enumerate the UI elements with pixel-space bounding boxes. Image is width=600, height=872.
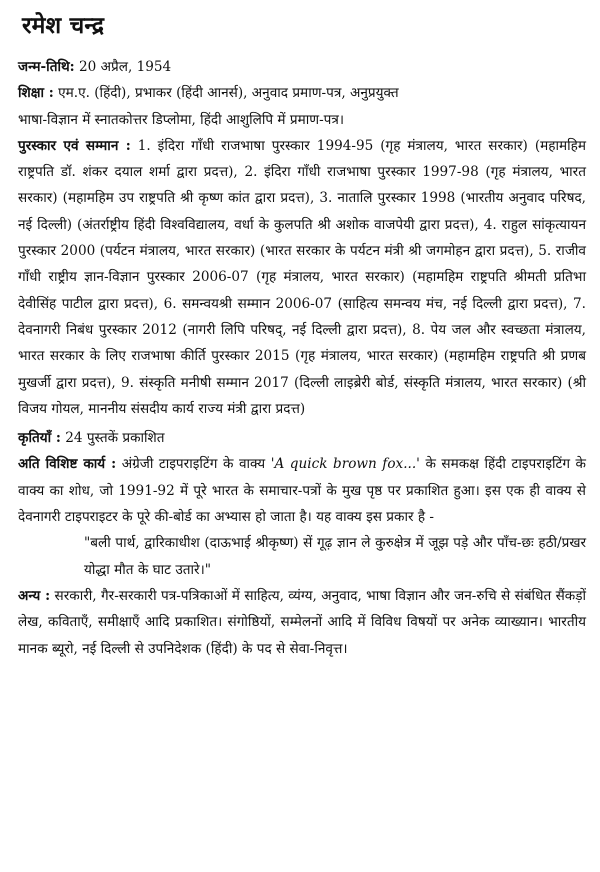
special-work-quote: "बली पार्थ, द्वारिकाधीश (दाऊभाई श्रीकृष्ण) सें गूढ़ ज्ञान ले कुरुक्षेत्र में जूझ पड़े और पाँच-छः हठी/प्रखर योद्धा मौत के घाट उतारे।"	[84, 535, 586, 578]
education-section	[18, 80, 430, 133]
other-section	[18, 583, 586, 662]
special-work-text-after: के समकक्ष हिंदी टाइपराइटिंग के वाक्य का शोध, जो 1991-92 में पूरे भारत के समाचार-पत्रों के मुख पृष्ठ पर प्रकाशित हुआ। इस एक ही वाक्य से देवनागरी टाइपराइटर के पूरे की-बोर्ड का अभ्यास हो जाता है। यह वाक्य इस प्रकार है -	[18, 456, 586, 526]
author-name: रमेश चन्द्र	[22, 13, 105, 39]
special-work-italic-phrase: 'A quick brown fox...'	[270, 456, 420, 473]
works-value: 24 पुस्तकें प्रकाशित	[60, 430, 165, 447]
special-work-label: अति विशिष्ट कार्य :	[18, 456, 117, 473]
awards-section	[18, 133, 586, 422]
special-work-section	[18, 451, 586, 530]
other-label: अन्य :	[18, 587, 51, 604]
awards-label: पुरस्कार एवं सम्मान :	[18, 137, 131, 154]
dob-label: जन्म-तिथि:	[18, 59, 75, 75]
special-work-text-before: अंग्रेजी टाइपराइटिंग के वाक्य	[116, 456, 271, 473]
dob-value: 20 अप्रैल, 1954	[74, 59, 172, 75]
education-value: एम.ए. (हिंदी), प्रभाकर (हिंदी आनर्स), अनुवाद प्रमाण-पत्र, अनुप्रयुक्त भाषा-विज्ञान में स्नातकोत्तर डिप्लोमा, हिंदी आशुलिपि में प्रमाण-पत्र।	[18, 85, 399, 128]
awards-value: 1. इंदिरा गाँधी राजभाषा पुरस्कार 1994-95 (गृह मंत्रालय, भारत सरकार) (महामहिम राष्ट्रपति डॉ. शंकर दयाल शर्मा द्वारा प्रदत्त), 2. इंदिरा गाँधी राजभाषा पुरस्कार 1997-98 (गृह मंत्रालय, भारत सरकार) (महामहिम उप राष्ट्रपति श्री कृष्ण कांत द्वारा प्रदत्त), 3. नातालि पुरस्कार 1998 (भारतीय अनुवाद परिषद, नई दिल्ली) (अंतर्राष्ट्रीय हिंदी विश्वविद्यालय, वर्धा के कुलपति श्री अशोक वाजपेयी द्वारा प्रदत्त), 4. राहुल सांकृत्यायन पुरस्कार 2000 (पर्यटन मंत्रालय, भारत सरकार) (भारत सरकार के पर्यटन मंत्री श्री जगमोहन द्वारा प्रदत्त), 5. राजीव गाँधी राष्ट्रीय ज्ञान-विज्ञान पुरस्कार 2006-07 (गृह मंत्रालय, भारत सरकार) (महामहिम राष्ट्रपति श्रीमती प्रतिभा देवीसिंह पाटील द्वारा प्रदत्त), 6. समन्वयश्री सम्मान 2006-07 (साहित्य समन्वय मंच, नई दिल्ली द्वारा प्रदत्त), 7. देवनागरी निबंध पुरस्कार 2012 (नागरी लिपि परिषद्, नई दिल्ली द्वारा प्रदत्त), 8. पेय जल और स्वच्छता मंत्रालय, भारत सरकार के लिए राजभाषा कीर्ति पुरस्कार 2015 (गृह मंत्रालय, भारत सरकार) (महामहिम राष्ट्रपति श्री प्रणब मुखर्जी द्वारा प्रदत्त), 9. संस्कृति मनीषी सम्मान 2017 (दिल्ली लाइब्रेरी बोर्ड, संस्कृति मंत्रालय, भारत सरकार) (श्री विजय गोयल, माननीय संसदीय कार्य राज्य मंत्री द्वारा प्रदत्त)	[18, 137, 586, 417]
works-section	[18, 425, 586, 451]
works-label: कृतियाँ :	[18, 430, 61, 447]
education-label: शिक्षा :	[18, 85, 54, 102]
dob-section	[18, 54, 586, 80]
other-value: सरकारी, गैर-सरकारी पत्र-पत्रिकाओं में साहित्य, व्यंग्य, अनुवाद, भाषा विज्ञान और जन-रुचि से संबंधित सैंकड़ों लेख, कविताएँ, समीक्षाएँ आदि प्रकाशित। संगोष्ठियों, सम्मेलनों आदि में विविध विषयों पर अनेक व्याख्यान। भारतीय मानक ब्यूरो, नई दिल्ली से उपनिदेशक (हिंदी) के पद से सेवा-निवृत्त।	[18, 587, 587, 657]
